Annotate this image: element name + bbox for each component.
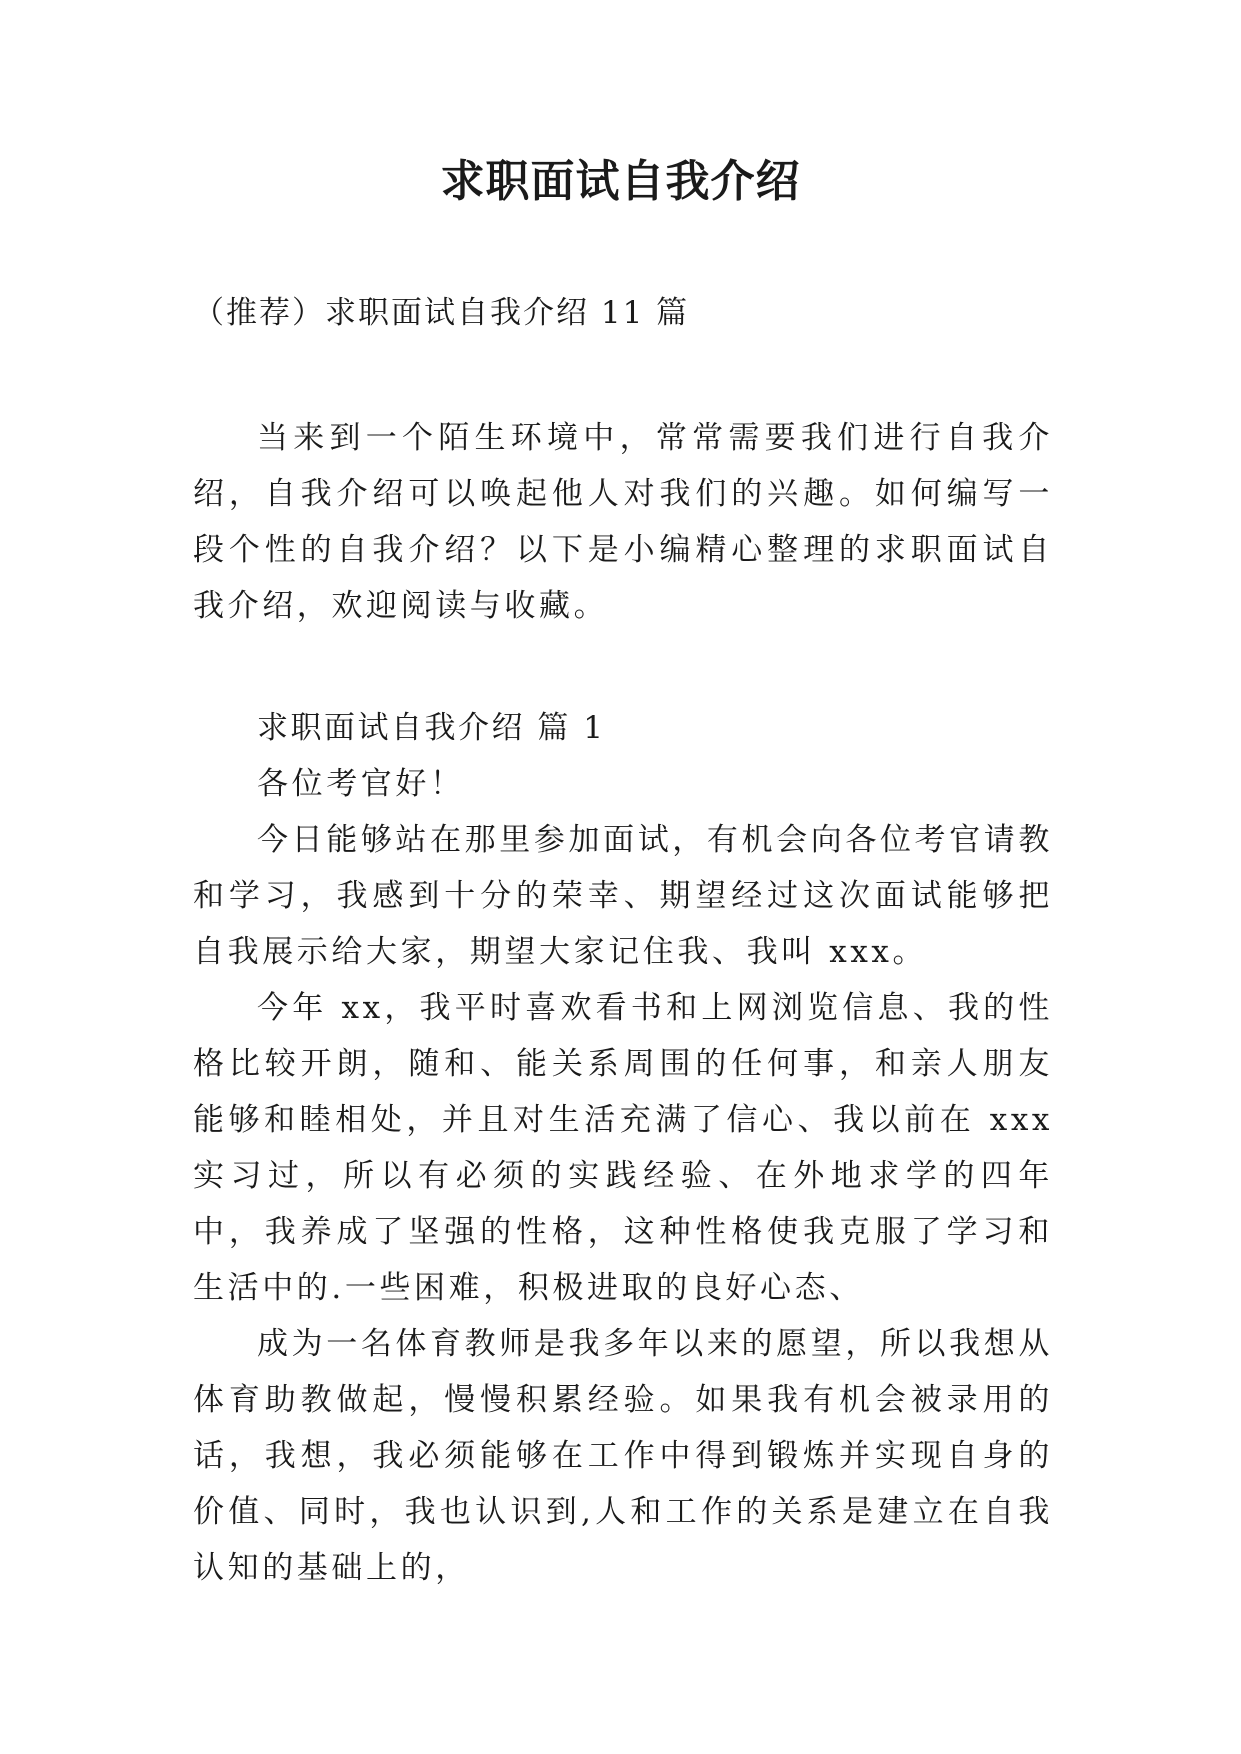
section-heading: 求职面试自我介绍 篇 1 — [257, 710, 606, 746]
article-body — [193, 700, 1053, 1596]
body-paragraph: 今年 xx，我平时喜欢看书和上网浏览信息、我的性格比较开朗，随和、能关系周围的任何事，和亲人朋友能够和睦相处，并且对生活充满了信心、我以前在 xxx 实习过，所以有必须的实践经验、在外地求学的四年中，我养成了坚强的性格，这种性格使我克服了学习和生活中的.一些困难，积极进取的良好心态、 — [193, 990, 1053, 1306]
greeting-line: 各位考官好！ — [257, 766, 465, 802]
body-paragraph: 今日能够站在那里参加面试，有机会向各位考官请教和学习，我感到十分的荣幸、期望经过这次面试能够把自我展示给大家，期望大家记住我、我叫 xxx。 — [193, 822, 1053, 970]
document-subtitle: （推荐）求职面试自我介绍 11 篇 — [193, 295, 690, 331]
intro-block — [193, 410, 1053, 634]
document-title: 求职面试自我介绍 — [440, 156, 801, 207]
body-paragraph: 成为一名体育教师是我多年以来的愿望，所以我想从体育助教做起，慢慢积累经验。如果我有机会被录用的话，我想，我必须能够在工作中得到锻炼并实现自身的价值、同时，我也认识到,人和工作的关系是建立在自我认知的基础上的， — [193, 1326, 1053, 1586]
intro-paragraph: 当来到一个陌生环境中，常常需要我们进行自我介绍，自我介绍可以唤起他人对我们的兴趣。如何编写一段个性的自我介绍？以下是小编精心整理的求职面试自我介绍，欢迎阅读与收藏。 — [193, 420, 1053, 624]
